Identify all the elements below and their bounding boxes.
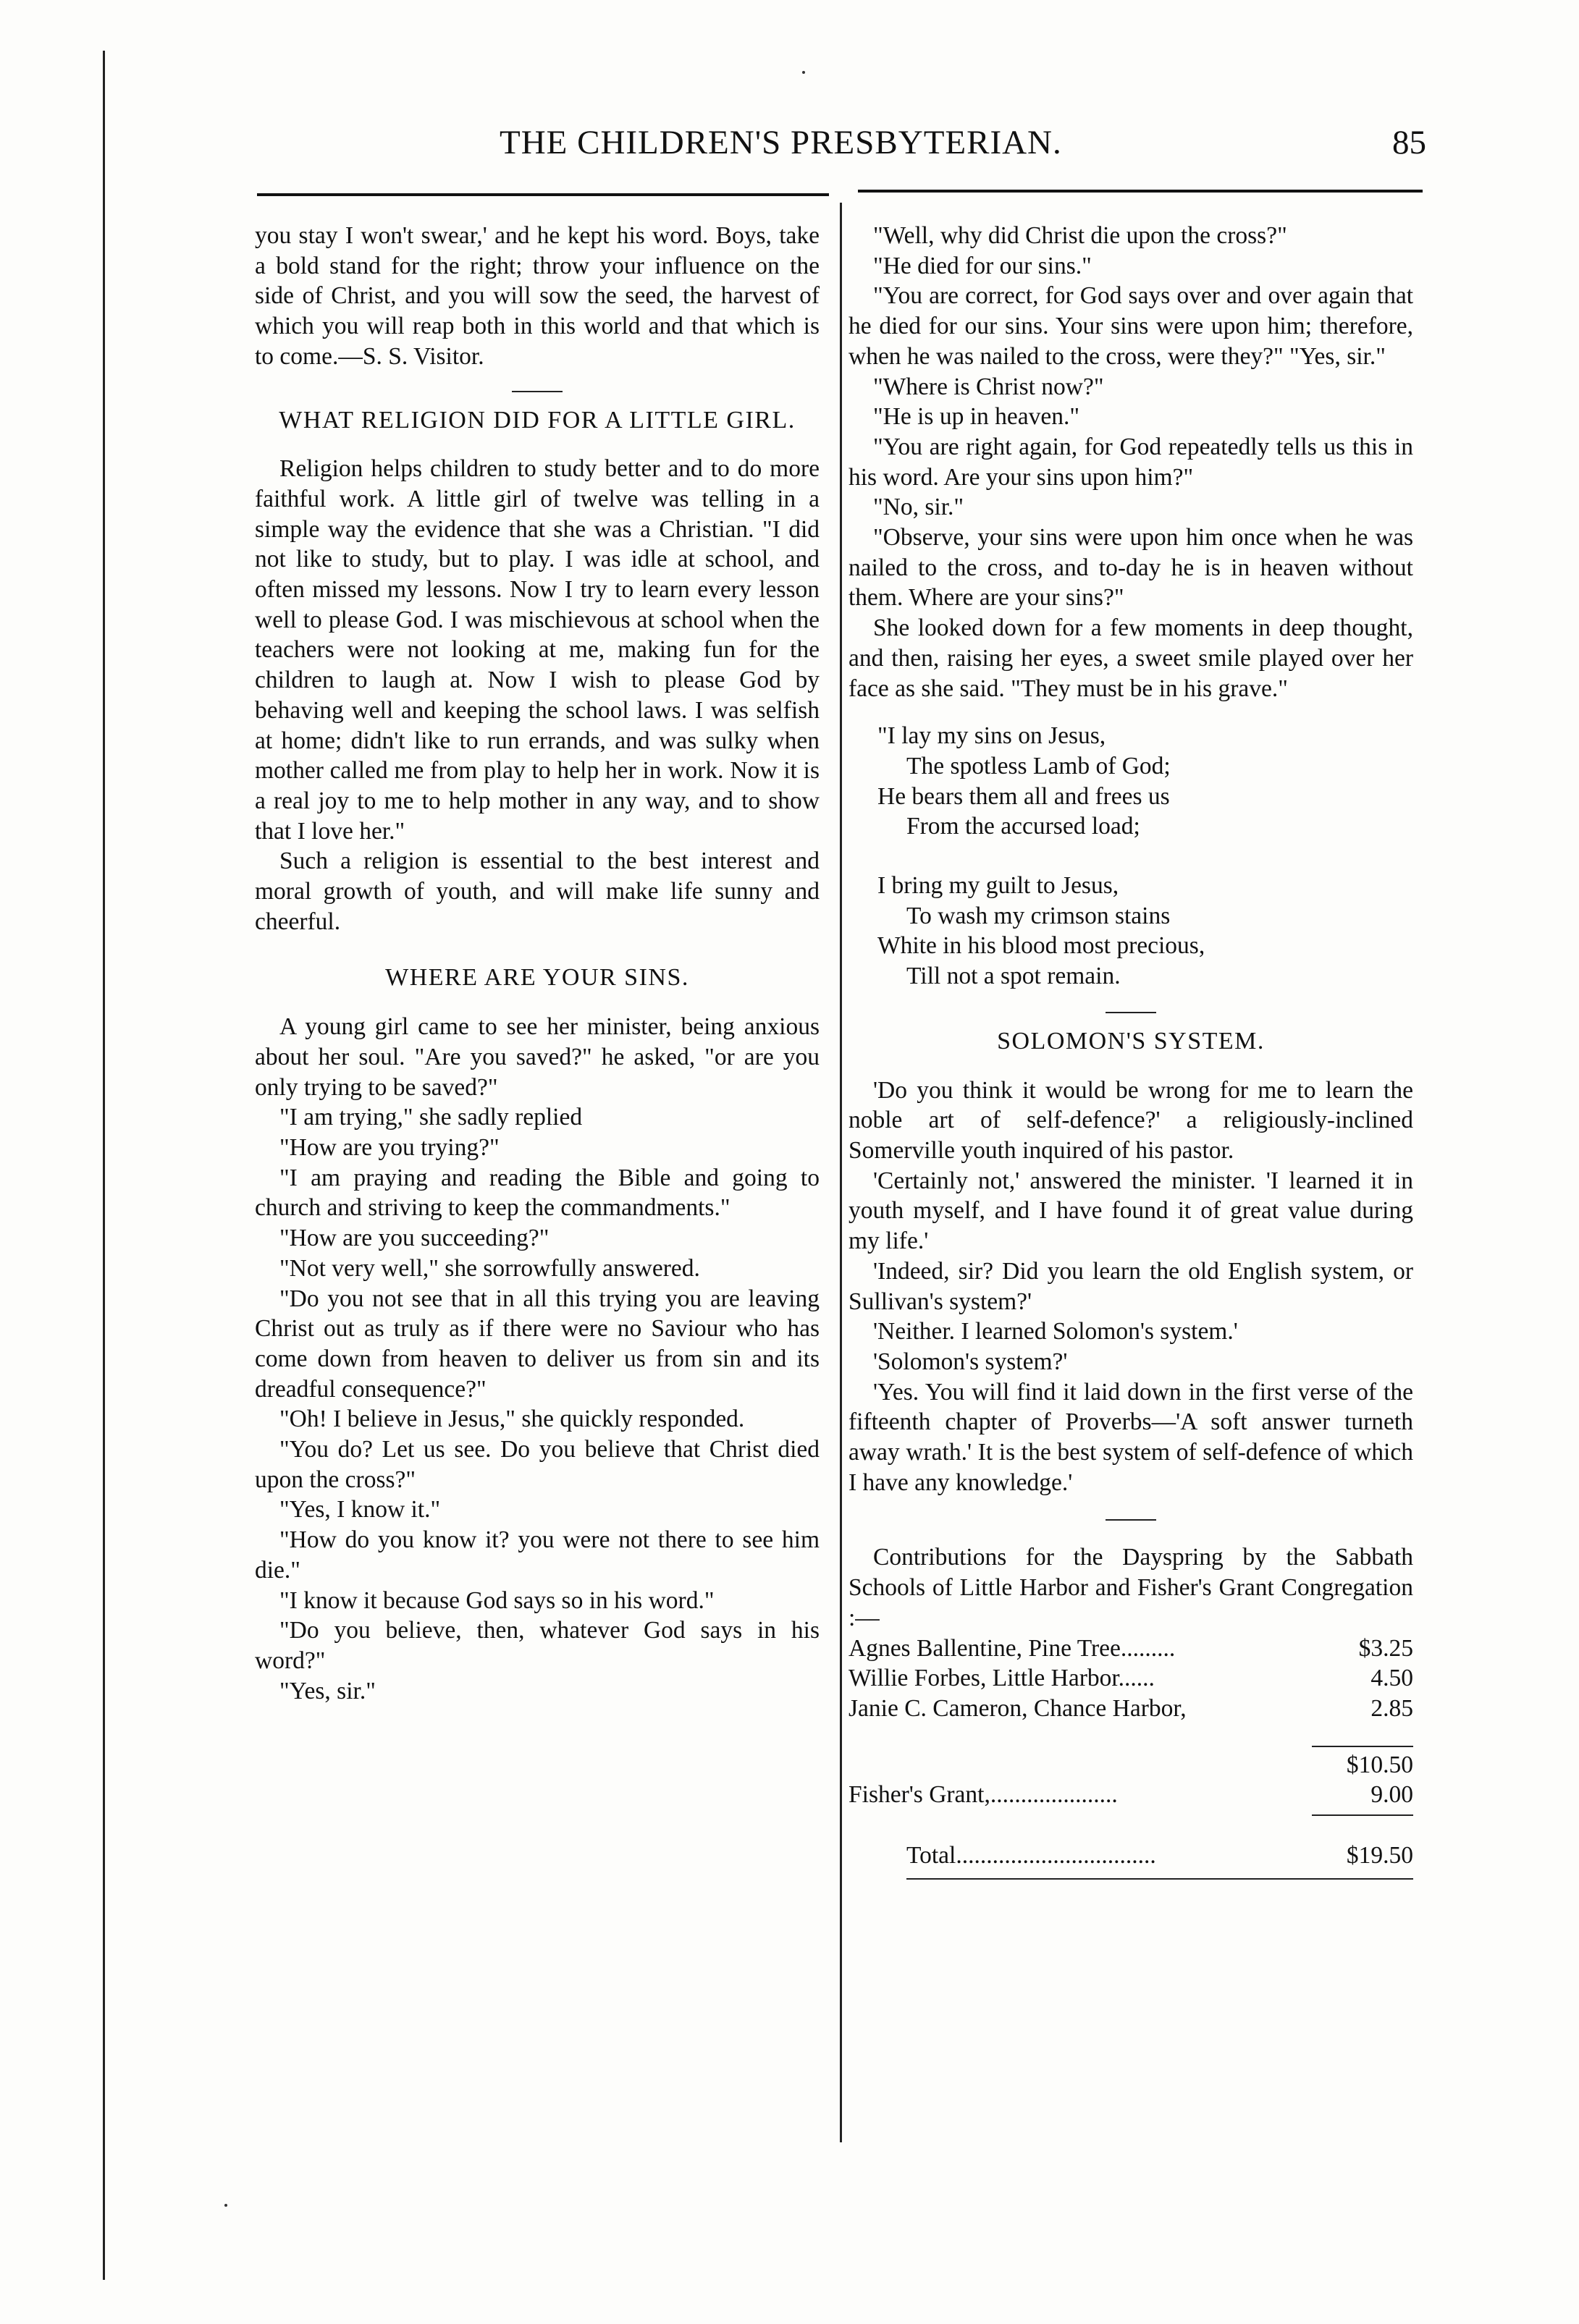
- contributor-name: Willie Forbes, Little Harbor......: [849, 1665, 1155, 1692]
- total-label: Total.................................: [906, 1842, 1156, 1869]
- contribution-amount: 2.85: [1370, 1694, 1413, 1722]
- sum-rule: [1312, 1746, 1413, 1747]
- article-paragraph: 'Neither. I learned Solomon's system.': [873, 1318, 1238, 1345]
- article-paragraph: Such a religion is essential to the best interest and moral growth of youth, and will make life sunny and cheerful.: [255, 848, 820, 935]
- article-paragraph: She looked down for a few moments in deep thought, and then, raising her eyes, a sweet smile played over her face as she said. "They must be in his grave.": [849, 614, 1413, 702]
- total-amount: $19.50: [1346, 1842, 1413, 1869]
- page-binding-line: [103, 51, 105, 2280]
- section-separator: [512, 391, 563, 392]
- article-paragraph: "Not very well," she sorrowfully answered.: [279, 1254, 700, 1282]
- column-divider: [840, 203, 842, 2142]
- right-column: [849, 221, 1413, 1880]
- page-header: [253, 123, 1426, 174]
- contribution-amount: 9.00: [1370, 1781, 1413, 1809]
- hymn-stanza: [849, 871, 1413, 992]
- contributor-name: Janie C. Cameron, Chance Harbor,: [849, 1694, 1187, 1722]
- section-separator: [1106, 1012, 1156, 1013]
- total-rule: [906, 1878, 1413, 1880]
- article-paragraph: "Yes, sir.": [279, 1677, 376, 1704]
- article-paragraph: 'Solomon's system?': [873, 1348, 1068, 1375]
- contribution-row: [849, 1663, 1413, 1694]
- print-speck: [802, 71, 805, 74]
- article-paragraph: "Do you believe, then, whatever God says in his word?": [255, 1617, 820, 1674]
- hymn-verse: [849, 721, 1413, 992]
- section-separator: [1106, 1519, 1156, 1521]
- header-rule-right: [858, 190, 1423, 193]
- article-paragraph: "You are correct, for God says over and over again that he died for our sins. Your sins were upon him; therefore, when he was nailed to the cross, were they?" "Yes, sir.": [849, 282, 1413, 370]
- article-paragraph: "Well, why did Christ die upon the cross?": [873, 222, 1287, 249]
- article-paragraph: "Do you not see that in all this trying you are leaving Christ out as truly as if there were no Saviour who has come down from heaven to deliver us from sin and its dreadful consequence?": [255, 1285, 820, 1403]
- hymn-line: "I lay my sins on Jesus,: [877, 722, 1106, 750]
- article-paragraph: "Observe, your sins were upon him once when he was nailed to the cross, and to-day he is in heaven without them. Where are your sins?": [849, 524, 1413, 612]
- subtotal-amount: $10.50: [1346, 1751, 1413, 1778]
- article-paragraph: "How do you know it? you were not there to see him die.": [255, 1526, 820, 1584]
- total-row: [849, 1841, 1413, 1871]
- contributor-name: Agnes Ballentine, Pine Tree.........: [849, 1634, 1176, 1662]
- running-title: THE CHILDREN'S PRESBYTERIAN.: [500, 124, 1062, 161]
- hymn-line: The spotless Lamb of God;: [906, 752, 1171, 779]
- contribution-row: [849, 1780, 1413, 1810]
- contribution-amount: 4.50: [1370, 1665, 1413, 1692]
- article-paragraph: 'Do you think it would be wrong for me to learn the noble art of self-defence?' a religiously-inclined Somerville youth inquired of his pastor.: [849, 1076, 1413, 1164]
- contribution-amount: $3.25: [1358, 1634, 1413, 1662]
- article-paragraph: 'Yes. You will find it laid down in the first verse of the fifteenth chapter of Proverbs—'A soft answer turneth away wrath.' It is the best system of self-defence of which I have any knowledge.': [849, 1378, 1413, 1496]
- contribution-row: [849, 1634, 1413, 1664]
- article-title: WHAT RELIGION DID FOR A LITTLE GIRL.: [279, 406, 796, 434]
- article-paragraph: "Oh! I believe in Jesus," she quickly responded.: [279, 1406, 745, 1433]
- article-paragraph: "He died for our sins.": [873, 252, 1092, 279]
- continued-paragraph: you stay I won't swear,' and he kept his word. Boys, take a bold stand for the right; throw your influence on the side of Christ, and you will sow the seed, the harvest of which you will reap both in this world and that which is to come.—S. S. Visitor.: [255, 222, 820, 370]
- article-paragraph: A young girl came to see her minister, being anxious about her soul. "Are you saved?" he asked, "or are you only trying to be saved?": [255, 1013, 820, 1101]
- sum-rule: [1312, 1814, 1413, 1816]
- hymn-stanza: [849, 721, 1413, 842]
- header-rule-left: [257, 193, 829, 196]
- article-paragraph: "He is up in heaven.": [873, 403, 1080, 431]
- left-column: [255, 221, 820, 1706]
- contribution-row: [849, 1694, 1413, 1724]
- hymn-line: Till not a spot remain.: [906, 963, 1121, 990]
- hymn-line: White in his blood most precious,: [877, 932, 1205, 960]
- article-title: SOLOMON'S SYSTEM.: [997, 1027, 1265, 1055]
- article-paragraph: 'Certainly not,' answered the minister. 'I learned it in youth myself, and I have found it of great value during my life.': [849, 1167, 1413, 1255]
- contributions-intro: Contributions for the Dayspring by the Sabbath Schools of Little Harbor and Fisher's Grant Congregation :—: [849, 1544, 1413, 1631]
- article-paragraph: "You do? Let us see. Do you believe that Christ died upon the cross?": [255, 1436, 820, 1493]
- article-paragraph: "I am trying," she sadly replied: [279, 1104, 583, 1131]
- article-paragraph: 'Indeed, sir? Did you learn the old English system, or Sullivan's system?': [849, 1257, 1413, 1315]
- contributions-list: [849, 1542, 1413, 1879]
- article-paragraph: "How are you trying?": [279, 1133, 500, 1161]
- subtotal-row: [849, 1750, 1413, 1780]
- hymn-line: I bring my guilt to Jesus,: [877, 872, 1119, 900]
- hymn-line: From the accursed load;: [906, 813, 1140, 840]
- article-paragraph: "You are right again, for God repeatedly tells us this in his word. Are your sins upon him?": [849, 433, 1413, 491]
- page-number: 85: [1392, 124, 1426, 161]
- article-paragraph: "Where is Christ now?": [873, 373, 1104, 400]
- article-paragraph: Religion helps children to study better and to do more faithful work. A little girl of twelve was telling in a simple way the evidence that she was a Christian. "I did not like to study, but to play. I was idle at school, and often missed my lessons. Now I try to learn every lesson well to please God. I was mischievous at school when the teachers were not looking at me, making fun for the children to laugh at. Now I wish to please God by behaving well and keeping the school laws. I was selfish at home; didn't like to run errands, and was sulky when mother called me from play to help her in work. Now it is a real joy to me to help mother in any way, and to show that I love her.": [255, 455, 820, 845]
- hymn-line: To wash my crimson stains: [906, 902, 1171, 929]
- article-paragraph: "Yes, I know it.": [279, 1496, 441, 1524]
- article-paragraph: "I am praying and reading the Bible and going to church and striving to keep the commandments.": [255, 1164, 820, 1222]
- article-paragraph: "No, sir.": [873, 494, 964, 521]
- hymn-line: He bears them all and frees us: [877, 782, 1170, 810]
- contributor-name: Fisher's Grant,.....................: [849, 1781, 1118, 1809]
- article-title: WHERE ARE YOUR SINS.: [385, 964, 689, 992]
- article-paragraph: "How are you succeeding?": [279, 1225, 550, 1252]
- print-speck: [224, 2204, 227, 2207]
- article-paragraph: "I know it because God says so in his word.": [279, 1586, 715, 1614]
